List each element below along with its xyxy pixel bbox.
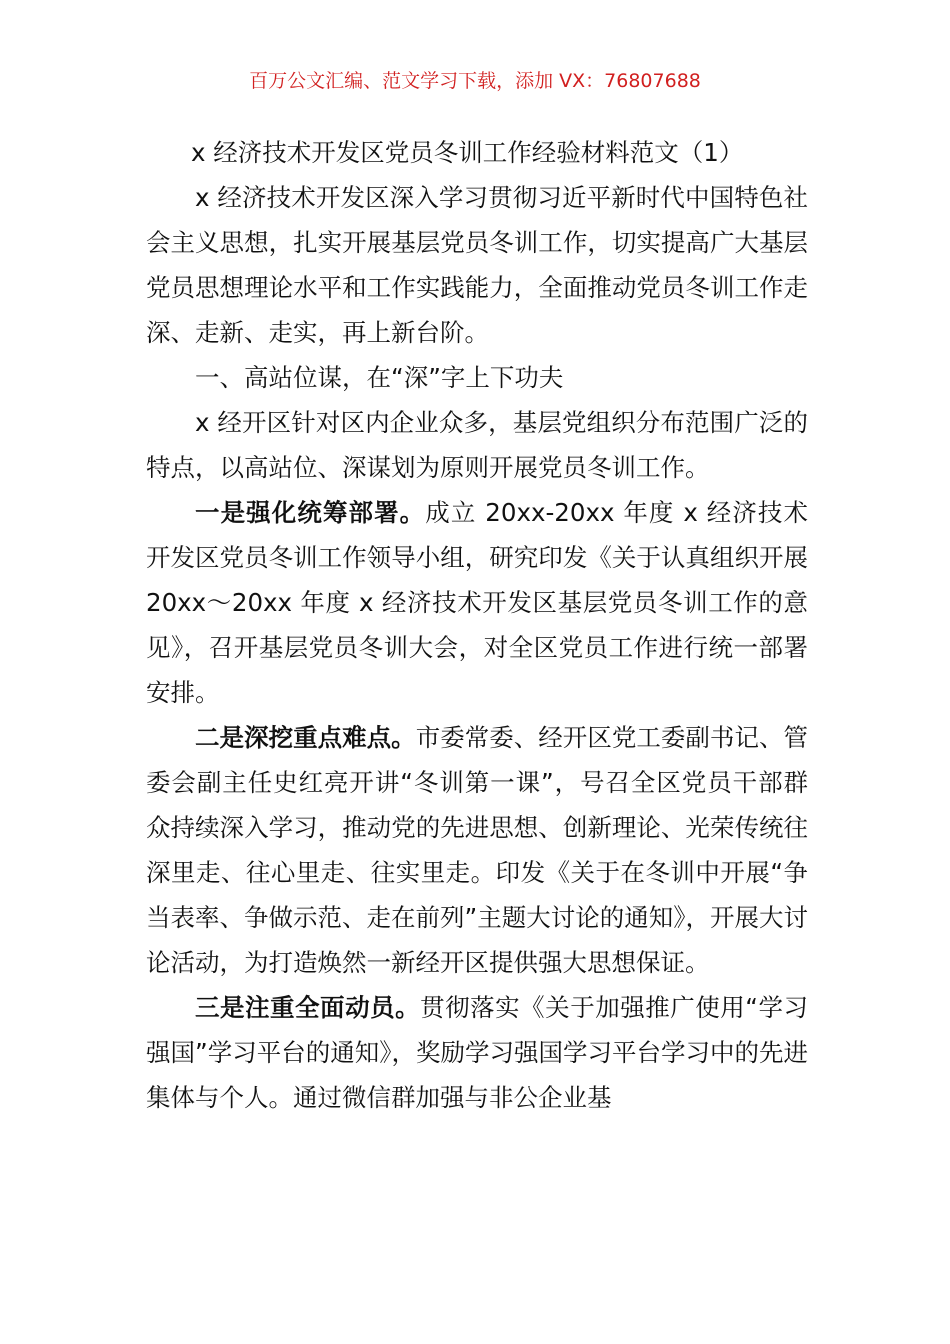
paragraph-intro	[146, 175, 808, 355]
paragraph-text: 成立 20xx-20xx 年度 x 经济技术开发区党员冬训工作领导小组，研究印发《关于认真组织开展 20xx～20xx 年度 x 经济技术开发区基层党员冬训工作的意见》，召开基层党员冬训大会，对全区党员工作进行统一部署安排。	[146, 498, 808, 707]
document-body	[146, 130, 808, 1120]
paragraph-text: x 经济技术开发区深入学习贯彻习近平新时代中国特色社会主义思想，扎实开展基层党员冬训工作，切实提高广大基层党员思想理论水平和工作实践能力，全面推动党员冬训工作走深、走新、走实，再上新台阶。	[146, 183, 808, 347]
section-heading-text: 一、高站位谋，在“深”字上下功夫	[195, 363, 564, 392]
paragraph-text: x 经开区针对区内企业众多，基层党组织分布范围广泛的特点，以高站位、深谋划为原则开展党员冬训工作。	[146, 408, 808, 482]
paragraph-point-2	[146, 715, 808, 985]
paragraph-text: 市委常委、经开区党工委副书记、管委会副主任史红亮开讲“冬训第一课”，号召全区党员干部群众持续深入学习，推动党的先进思想、创新理论、光荣传统往深里走、往心里走、往实里走。印发《关于在冬训中开展“争当表率、争做示范、走在前列”主题大讨论的通知》，开展大讨论活动，为打造焕然一新经开区提供强大思想保证。	[146, 723, 808, 977]
section-heading-1	[146, 355, 808, 400]
point-lead: 三是注重全面动员。	[195, 993, 421, 1022]
document-title: x 经济技术开发区党员冬训工作经验材料范文（1）	[191, 138, 744, 167]
paragraph-section-1	[146, 400, 808, 490]
paragraph-point-1	[146, 490, 808, 715]
paragraph-point-3	[146, 985, 808, 1120]
paragraph-text: 贯彻落实《关于加强推广使用“学习强国”学习平台的通知》，奖励学习强国学习平台学习中的先进集体与个人。通过微信群加强与非公企业基	[146, 993, 809, 1112]
point-lead: 一是强化统筹部署。	[195, 498, 426, 527]
point-lead: 二是深挖重点难点。	[195, 723, 416, 752]
header-banner: 百万公文汇编、范文学习下载，添加 VX：76807688	[249, 70, 701, 92]
